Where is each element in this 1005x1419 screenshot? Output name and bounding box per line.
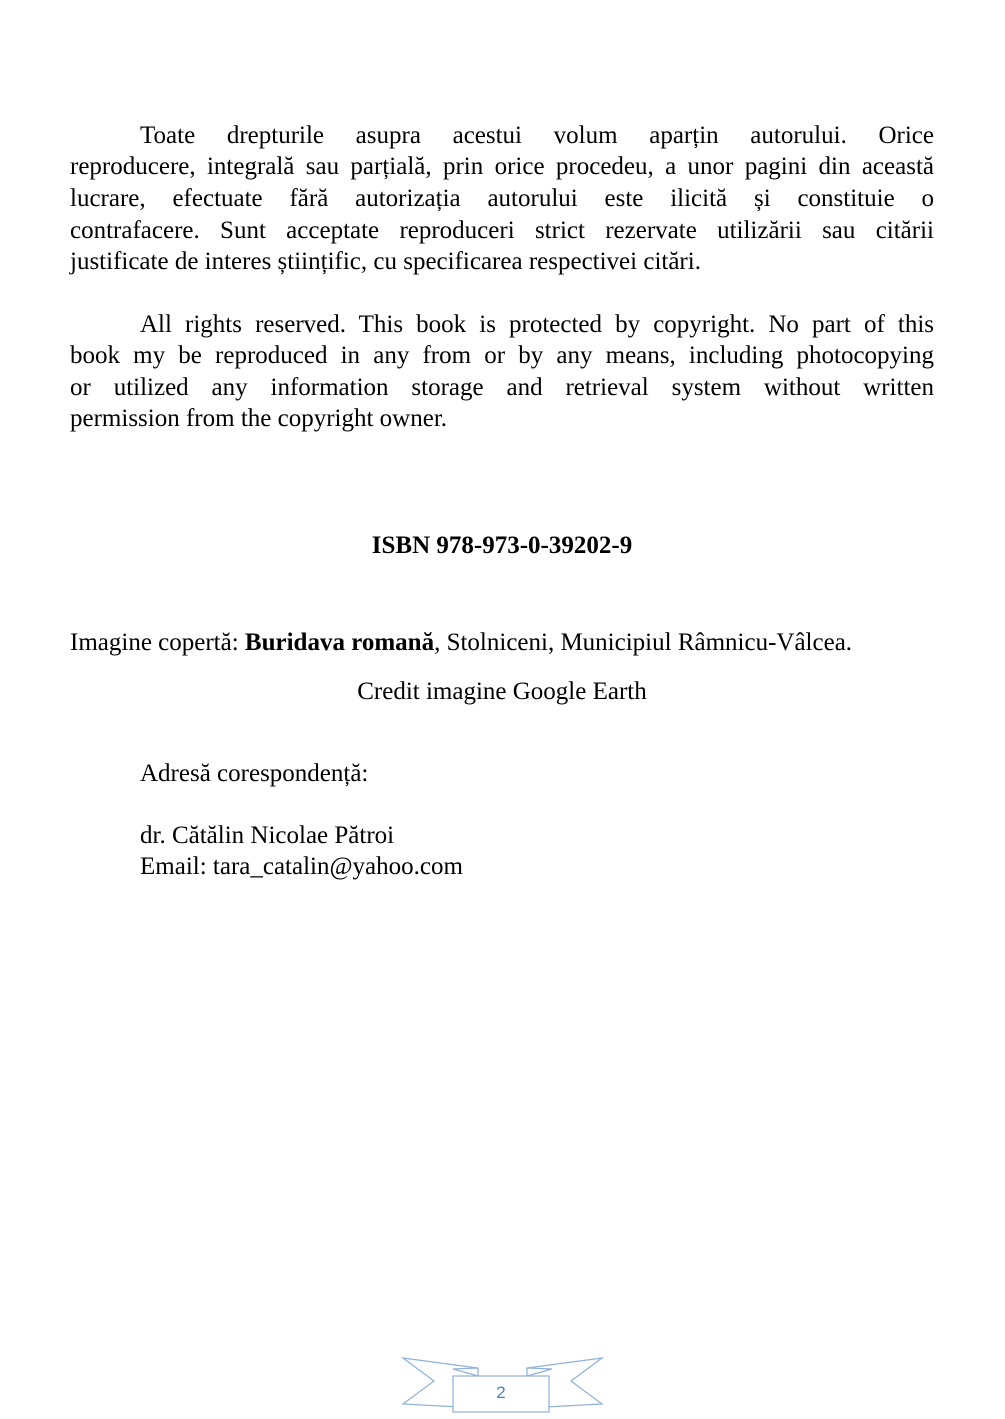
author-name: dr. Cătălin Nicolae Pătroi bbox=[140, 822, 395, 849]
cover-credit bbox=[70, 627, 934, 658]
text-line: reproducere, integrală sau parțială, prin orice procedeu, a unor pagini din această bbox=[70, 153, 934, 180]
text-line: justificate de interes științific, cu specificarea respectivei citări. bbox=[70, 248, 701, 275]
cover-label: Imagine copertă: bbox=[70, 629, 245, 656]
author-email: Email: tara_catalin@yahoo.com bbox=[140, 853, 463, 880]
page-number: 2 bbox=[496, 1383, 506, 1402]
text-line: or utilized any information storage and retrieval system without written bbox=[70, 374, 934, 401]
text-line: All rights reserved. This book is protected by copyright. No part of this bbox=[140, 311, 934, 338]
text-line: Toate drepturile asupra acestui volum aparțin autorului. Orice bbox=[140, 122, 934, 149]
text-line: book my be reproduced in any from or by any means, including photocopying bbox=[70, 342, 934, 369]
address-label: Adresă corespondență: bbox=[140, 760, 369, 787]
text-line: permission from the copyright owner. bbox=[70, 405, 448, 432]
isbn: ISBN 978-973-0-39202-9 bbox=[371, 532, 633, 559]
cover-location: , Stolniceni, Municipiul Râmnicu-Vâlcea. bbox=[434, 629, 853, 656]
image-credit: Credit imagine Google Earth bbox=[357, 678, 647, 705]
cover-title: Buridava romană bbox=[244, 629, 435, 656]
text-line: lucrare, efectuate fără autorizația autorului este ilicită și constituie o bbox=[70, 185, 934, 212]
text-line: contrafacere. Sunt acceptate reproduceri strict rezervate utilizării sau citării bbox=[70, 217, 934, 244]
